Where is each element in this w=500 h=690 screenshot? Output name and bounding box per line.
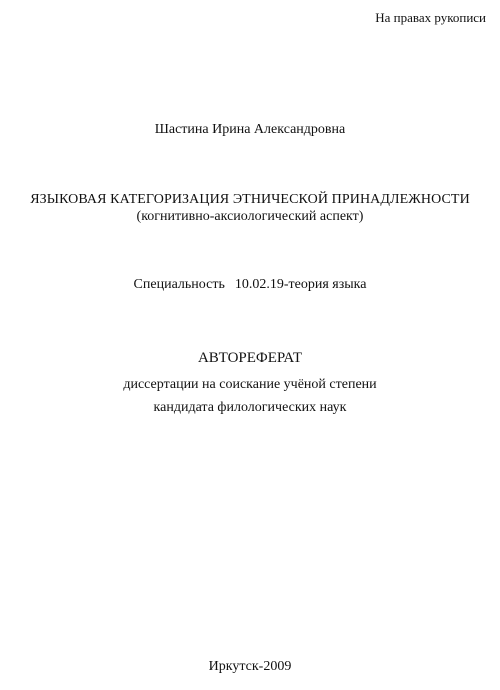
degree-purpose-line-1: диссертации на соискание учёной степени	[123, 377, 377, 392]
specialty-label: Специальность	[133, 277, 225, 292]
author-name: Шастина Ирина Александровна	[154, 122, 346, 137]
degree-purpose-line-2: кандидата филологических наук	[153, 400, 347, 415]
document-title: ЯЗЫКОВАЯ КАТЕГОРИЗАЦИЯ ЭТНИЧЕСКОЙ ПРИНАДЛЕЖНОСТИ	[30, 192, 470, 207]
document-subtitle: (когнитивно-аксиологический аспект)	[136, 209, 364, 224]
place-and-year: Иркутск-2009	[208, 659, 292, 674]
specialty-line	[0, 278, 500, 292]
document-type: АВТОРЕФЕРАТ	[197, 350, 303, 366]
specialty-value: 10.02.19-теория языка	[234, 277, 367, 292]
rights-note: На правах рукописи	[375, 10, 486, 25]
